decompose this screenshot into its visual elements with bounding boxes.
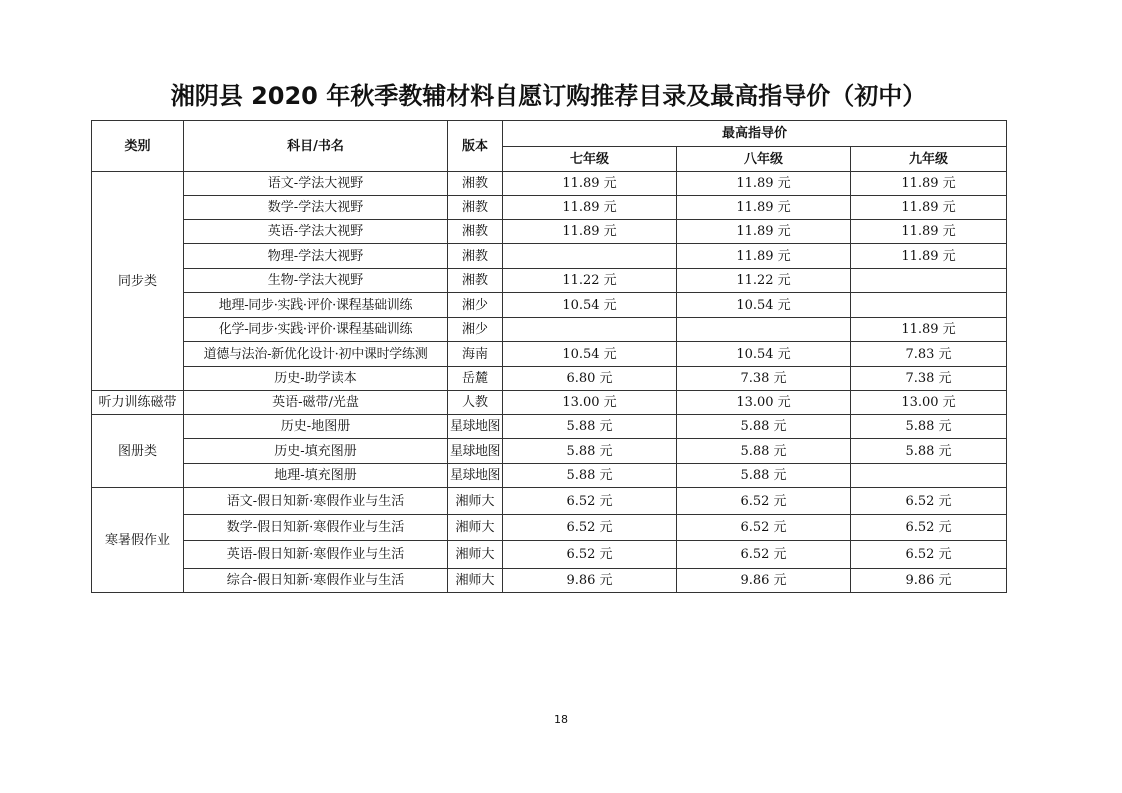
edition-cell: 湘教 — [448, 244, 503, 269]
grade9-price-cell — [851, 464, 1007, 488]
grade9-price-cell: 11.89 元 — [851, 318, 1007, 342]
table-row — [92, 172, 1007, 196]
book-cell: 语文-学法大视野 — [184, 172, 448, 196]
grade8-price-cell: 11.89 元 — [677, 244, 851, 269]
header-book: 科目/书名 — [184, 121, 448, 172]
edition-cell: 星球地图 — [448, 464, 503, 488]
table-row — [92, 541, 1007, 569]
grade7-price-cell: 9.86 元 — [503, 569, 677, 593]
header-max-price: 最高指导价 — [503, 121, 1007, 147]
table-row — [92, 293, 1007, 318]
grade7-price-cell: 10.54 元 — [503, 342, 677, 367]
grade8-price-cell: 13.00 元 — [677, 391, 851, 415]
grade7-price-cell: 10.54 元 — [503, 293, 677, 318]
table-row — [92, 342, 1007, 367]
table-row — [92, 439, 1007, 464]
grade8-price-cell: 11.89 元 — [677, 220, 851, 244]
grade9-price-cell — [851, 269, 1007, 293]
grade8-price-cell: 11.22 元 — [677, 269, 851, 293]
price-table — [91, 120, 1007, 593]
document-title: 湘阴县 2020 年秋季教辅材料自愿订购推荐目录及最高指导价（初中） — [170, 82, 927, 110]
edition-cell: 湘少 — [448, 293, 503, 318]
table-header — [92, 121, 1007, 172]
grade9-price-cell — [851, 293, 1007, 318]
grade7-price-cell: 11.89 元 — [503, 196, 677, 220]
grade9-price-cell: 9.86 元 — [851, 569, 1007, 593]
book-cell: 英语-磁带/光盘 — [184, 391, 448, 415]
book-cell: 综合-假日知新·寒假作业与生活 — [184, 569, 448, 593]
grade7-price-cell: 6.52 元 — [503, 488, 677, 515]
category-cell: 同步类 — [92, 172, 184, 391]
grade7-price-cell: 6.52 元 — [503, 541, 677, 569]
table-row — [92, 488, 1007, 515]
table-row — [92, 196, 1007, 220]
book-cell: 英语-学法大视野 — [184, 220, 448, 244]
grade7-price-cell — [503, 318, 677, 342]
book-cell: 历史-助学读本 — [184, 367, 448, 391]
edition-cell: 岳麓 — [448, 367, 503, 391]
grade8-price-cell: 6.52 元 — [677, 515, 851, 541]
book-cell: 历史-填充图册 — [184, 439, 448, 464]
book-cell: 语文-假日知新·寒假作业与生活 — [184, 488, 448, 515]
grade7-price-cell — [503, 244, 677, 269]
edition-cell: 人教 — [448, 391, 503, 415]
grade7-price-cell: 6.52 元 — [503, 515, 677, 541]
book-cell: 历史-地图册 — [184, 415, 448, 439]
edition-cell: 星球地图 — [448, 415, 503, 439]
table-row — [92, 569, 1007, 593]
category-cell: 听力训练磁带 — [92, 391, 184, 415]
table-row — [92, 220, 1007, 244]
grade8-price-cell — [677, 318, 851, 342]
grade8-price-cell: 11.89 元 — [677, 196, 851, 220]
grade7-price-cell: 6.80 元 — [503, 367, 677, 391]
category-cell: 寒暑假作业 — [92, 488, 184, 593]
grade8-price-cell: 9.86 元 — [677, 569, 851, 593]
grade8-price-cell: 10.54 元 — [677, 342, 851, 367]
header-grade8: 八年级 — [677, 147, 851, 172]
header-category: 类别 — [92, 121, 184, 172]
grade7-price-cell: 11.89 元 — [503, 220, 677, 244]
grade9-price-cell: 6.52 元 — [851, 515, 1007, 541]
grade9-price-cell: 11.89 元 — [851, 172, 1007, 196]
grade9-price-cell: 11.89 元 — [851, 196, 1007, 220]
book-cell: 化学-同步·实践·评价·课程基础训练 — [184, 318, 448, 342]
book-cell: 地理-填充图册 — [184, 464, 448, 488]
edition-cell: 海南 — [448, 342, 503, 367]
edition-cell: 湘师大 — [448, 515, 503, 541]
edition-cell: 星球地图 — [448, 439, 503, 464]
book-cell: 地理-同步·实践·评价·课程基础训练 — [184, 293, 448, 318]
book-cell: 物理-学法大视野 — [184, 244, 448, 269]
table-row — [92, 367, 1007, 391]
edition-cell: 湘教 — [448, 269, 503, 293]
grade8-price-cell: 5.88 元 — [677, 415, 851, 439]
table-row — [92, 318, 1007, 342]
grade8-price-cell: 6.52 元 — [677, 488, 851, 515]
edition-cell: 湘师大 — [448, 541, 503, 569]
table-row — [92, 415, 1007, 439]
page-number: 18 — [554, 713, 568, 726]
grade8-price-cell: 11.89 元 — [677, 172, 851, 196]
grade9-price-cell: 11.89 元 — [851, 244, 1007, 269]
grade7-price-cell: 5.88 元 — [503, 464, 677, 488]
grade7-price-cell: 11.22 元 — [503, 269, 677, 293]
grade8-price-cell: 6.52 元 — [677, 541, 851, 569]
grade7-price-cell: 5.88 元 — [503, 415, 677, 439]
grade8-price-cell: 5.88 元 — [677, 464, 851, 488]
category-cell: 图册类 — [92, 415, 184, 488]
grade7-price-cell: 13.00 元 — [503, 391, 677, 415]
header-edition: 版本 — [448, 121, 503, 172]
edition-cell: 湘师大 — [448, 569, 503, 593]
table-row — [92, 464, 1007, 488]
book-cell: 英语-假日知新·寒假作业与生活 — [184, 541, 448, 569]
book-cell: 道德与法治-新优化设计·初中课时学练测 — [184, 342, 448, 367]
grade9-price-cell: 7.38 元 — [851, 367, 1007, 391]
grade9-price-cell: 6.52 元 — [851, 541, 1007, 569]
book-cell: 数学-学法大视野 — [184, 196, 448, 220]
edition-cell: 湘教 — [448, 196, 503, 220]
book-cell: 数学-假日知新·寒假作业与生活 — [184, 515, 448, 541]
grade8-price-cell: 7.38 元 — [677, 367, 851, 391]
table-body — [92, 172, 1007, 593]
table-row — [92, 244, 1007, 269]
table-row — [92, 515, 1007, 541]
edition-cell: 湘师大 — [448, 488, 503, 515]
table-row — [92, 391, 1007, 415]
grade9-price-cell: 6.52 元 — [851, 488, 1007, 515]
grade9-price-cell: 7.83 元 — [851, 342, 1007, 367]
edition-cell: 湘少 — [448, 318, 503, 342]
grade7-price-cell: 5.88 元 — [503, 439, 677, 464]
grade8-price-cell: 10.54 元 — [677, 293, 851, 318]
grade8-price-cell: 5.88 元 — [677, 439, 851, 464]
header-grade7: 七年级 — [503, 147, 677, 172]
book-cell: 生物-学法大视野 — [184, 269, 448, 293]
grade9-price-cell: 13.00 元 — [851, 391, 1007, 415]
grade9-price-cell: 11.89 元 — [851, 220, 1007, 244]
grade9-price-cell: 5.88 元 — [851, 415, 1007, 439]
header-grade9: 九年级 — [851, 147, 1007, 172]
edition-cell: 湘教 — [448, 220, 503, 244]
grade7-price-cell: 11.89 元 — [503, 172, 677, 196]
edition-cell: 湘教 — [448, 172, 503, 196]
table-row — [92, 269, 1007, 293]
grade9-price-cell: 5.88 元 — [851, 439, 1007, 464]
